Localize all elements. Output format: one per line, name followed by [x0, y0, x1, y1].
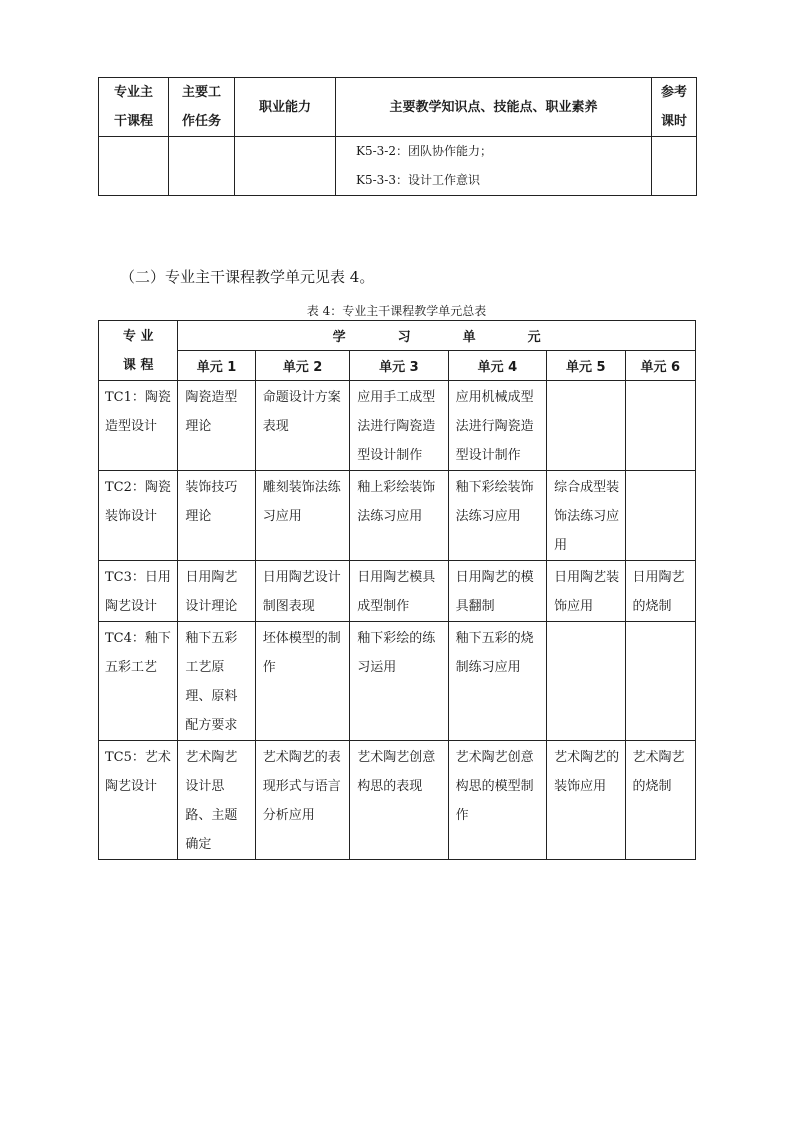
unit-cell: 日用陶艺模具成型制作 [350, 561, 448, 622]
unit-cell: 日用陶艺装饰应用 [547, 561, 625, 622]
unit-cell [547, 381, 625, 471]
table-row [99, 137, 697, 196]
table-cell [235, 137, 336, 196]
table-row [99, 741, 696, 860]
unit-cell: 艺术陶艺创意构思的模型制作 [448, 741, 546, 860]
unit-cell: 应用手工成型法进行陶瓷造型设计制作 [350, 381, 448, 471]
knowledge-point-item: K5-3-2：团队协作能力； [356, 144, 492, 158]
header-vocational-ability: 职业能力 [235, 78, 336, 137]
unit-cell: 艺术陶艺设计思路、主题确定 [178, 741, 255, 860]
header-main-course: 专业主 干课程 [99, 78, 169, 137]
header-reference-hours: 参考 课时 [652, 78, 697, 137]
header-unit: 单元 4 [448, 351, 546, 381]
unit-cell: 日用陶艺设计制图表现 [255, 561, 349, 622]
unit-cell: 陶瓷造型理论 [178, 381, 255, 471]
table-row [99, 471, 696, 561]
unit-cell: 综合成型装饰法练习应用 [547, 471, 625, 561]
unit-cell [547, 622, 625, 741]
unit-cell: 艺术陶艺的表现形式与语言分析应用 [255, 741, 349, 860]
unit-cell: 艺术陶艺的烧制 [625, 741, 695, 860]
table-header-row [99, 351, 696, 381]
course-cell: TC4：釉下五彩工艺 [99, 622, 178, 741]
unit-cell: 艺术陶艺创意构思的表现 [350, 741, 448, 860]
header-unit: 单元 1 [178, 351, 255, 381]
course-cell: TC2：陶瓷装饰设计 [99, 471, 178, 561]
header-unit: 单元 2 [255, 351, 349, 381]
header-main-tasks: 主要工 作任务 [169, 78, 235, 137]
course-competency-table-continued [98, 77, 697, 196]
course-cell: TC3：日用陶艺设计 [99, 561, 178, 622]
header-unit: 单元 3 [350, 351, 448, 381]
table-cell [99, 137, 169, 196]
course-cell: TC1：陶瓷造型设计 [99, 381, 178, 471]
section-paragraph: （二）专业主干课程教学单元见表 4。 [120, 268, 375, 286]
unit-cell: 装饰技巧理论 [178, 471, 255, 561]
unit-cell: 釉下彩绘的练习运用 [350, 622, 448, 741]
unit-cell: 坯体模型的制作 [255, 622, 349, 741]
header-knowledge-points: 主要教学知识点、技能点、职业素养 [336, 78, 652, 137]
header-learning-units: 学习单元 [178, 321, 696, 351]
header-unit: 单元 5 [547, 351, 625, 381]
table-row [99, 381, 696, 471]
table-header-row [99, 78, 697, 137]
unit-cell: 命题设计方案表现 [255, 381, 349, 471]
unit-cell [625, 381, 695, 471]
knowledge-points-cell [336, 137, 652, 196]
unit-cell: 釉下彩绘装饰法练习应用 [448, 471, 546, 561]
unit-cell: 釉上彩绘装饰法练习应用 [350, 471, 448, 561]
unit-cell [625, 471, 695, 561]
table-cell [169, 137, 235, 196]
course-cell: TC5：艺术陶艺设计 [99, 741, 178, 860]
table-caption: 表 4：专业主干课程教学单元总表 [306, 304, 487, 318]
unit-cell: 日用陶艺的模具翻制 [448, 561, 546, 622]
unit-cell: 日用陶艺设计理论 [178, 561, 255, 622]
unit-cell: 雕刻装饰法练习应用 [255, 471, 349, 561]
unit-cell: 日用陶艺的烧制 [625, 561, 695, 622]
teaching-units-table [98, 320, 696, 860]
table-row [99, 561, 696, 622]
table-header-row [99, 321, 696, 351]
unit-cell: 艺术陶艺的装饰应用 [547, 741, 625, 860]
unit-cell: 应用机械成型法进行陶瓷造型设计制作 [448, 381, 546, 471]
unit-cell: 釉下五彩的烧制练习应用 [448, 622, 546, 741]
unit-cell: 釉下五彩工艺原理、原料配方要求 [178, 622, 255, 741]
header-course: 专 业 课 程 [99, 321, 178, 381]
header-unit: 单元 6 [625, 351, 695, 381]
table-cell [652, 137, 697, 196]
knowledge-point-item: K5-3-3：设计工作意识 [356, 173, 480, 187]
table-row [99, 622, 696, 741]
unit-cell [625, 622, 695, 741]
